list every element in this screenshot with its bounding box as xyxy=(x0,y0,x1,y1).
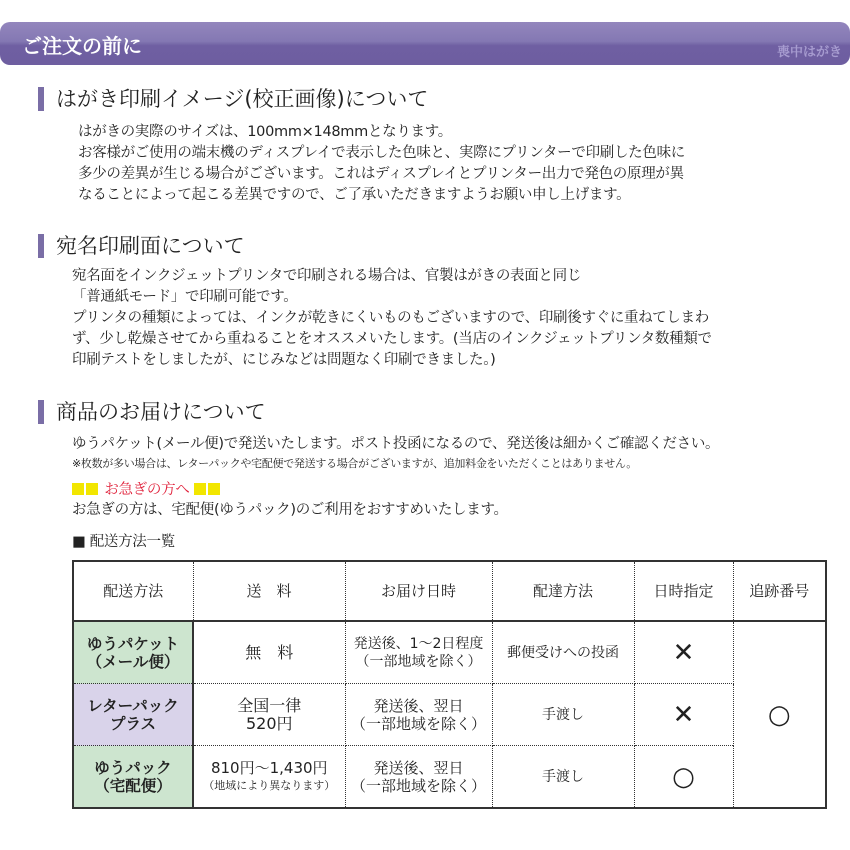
page-header xyxy=(0,22,850,65)
yellow-square-icon xyxy=(86,483,98,495)
date-spec-cell: ○ xyxy=(634,746,733,809)
tracking-cell: ○ xyxy=(733,621,826,808)
column-header: 送 料 xyxy=(193,561,345,621)
text-line: プリンタの種類によっては、インクが乾きにくいものもございますので、印刷後すぐに重ねてしまわ xyxy=(72,310,709,326)
text-line: お客様がご使用の端末機のディスプレイで表示した色味と、実際にプリンターで印刷した色味に xyxy=(78,145,685,161)
column-header: お届け日時 xyxy=(345,561,492,621)
yellow-square-icon xyxy=(194,483,206,495)
table-row xyxy=(73,684,826,746)
date-spec-cell: ✕ xyxy=(634,621,733,684)
fee-cell: 無 料 xyxy=(193,621,345,684)
yellow-square-icon xyxy=(72,483,84,495)
table-row xyxy=(73,746,826,809)
date-spec-cell: ✕ xyxy=(634,684,733,746)
text-line: 多少の差異が生じる場合がございます。これはディスプレイとプリンター出力で発色の原理が異 xyxy=(78,166,684,182)
print-image-text xyxy=(78,122,685,206)
header-subtitle: 喪中はがき xyxy=(776,45,842,60)
text-line: なることによって起こる差異ですので、ご了承いただきますようお願い申し上げます。 xyxy=(78,187,631,203)
column-header: 配達方法 xyxy=(492,561,634,621)
how-cell: 手渡し xyxy=(492,746,634,809)
header-title: ご注文の前に xyxy=(22,34,142,58)
text-line: 「普通紙モード」で印刷可能です。 xyxy=(72,289,298,305)
urgent-text: お急ぎの方は、宅配便(ゆうパック)のご利用をおすすめいたします。 xyxy=(72,502,508,518)
how-cell: 郵便受けへの投函 xyxy=(492,621,634,684)
text-line: 印刷テストをしましたが、にじみなどは問題なく印刷できました。) xyxy=(72,352,496,368)
text-line: ず、少し乾燥させてから重ねることをオススメいたします。(当店のインクジェットプリンタ数種類で xyxy=(72,331,712,347)
fee-cell: 全国一律 520円 xyxy=(193,684,345,746)
shipping-list-title: ■ 配送方法一覧 xyxy=(72,534,175,550)
text-line: はがきの実際のサイズは、100mm×148mmとなります。 xyxy=(78,124,452,140)
section-heading-address: 宛名印刷面について xyxy=(38,234,245,258)
column-header: 日時指定 xyxy=(634,561,733,621)
text-line: 宛名面をインクジェットプリンタで印刷される場合は、官製はがきの表面と同じ xyxy=(72,268,582,284)
table-row xyxy=(73,621,826,684)
delivery-text: ゆうパケット(メール便)で発送いたします。ポスト投函になるので、発送後は細かくご確認ください。 xyxy=(72,436,720,452)
delivery-cell: 発送後、翌日 （一部地域を除く） xyxy=(345,684,492,746)
method-cell: ゆうパック （宅配便） xyxy=(73,746,193,809)
address-text xyxy=(72,266,712,371)
how-cell: 手渡し xyxy=(492,684,634,746)
method-cell: ゆうパケット （メール便） xyxy=(73,621,193,684)
section-heading-delivery: 商品のお届けについて xyxy=(38,400,266,424)
section-heading-print-image: はがき印刷イメージ(校正画像)について xyxy=(38,87,428,111)
yellow-square-icon xyxy=(208,483,220,495)
delivery-note: ※枚数が多い場合は、レターパックや宅配便で発送する場合がございますが、追加料金をいただくことはありません。 xyxy=(72,457,637,470)
delivery-cell: 発送後、1～2日程度 （一部地域を除く） xyxy=(345,621,492,684)
fee-cell: 810円～1,430円 （地域により異なります） xyxy=(193,746,345,809)
urgent-heading xyxy=(72,480,222,501)
shipping-table xyxy=(72,560,827,809)
column-header: 配送方法 xyxy=(73,561,193,621)
method-cell: レターパック プラス xyxy=(73,684,193,746)
delivery-cell: 発送後、翌日 （一部地域を除く） xyxy=(345,746,492,809)
column-header: 追跡番号 xyxy=(733,561,826,621)
urgent-title: お急ぎの方へ xyxy=(104,482,190,498)
table-header-row xyxy=(73,561,826,621)
